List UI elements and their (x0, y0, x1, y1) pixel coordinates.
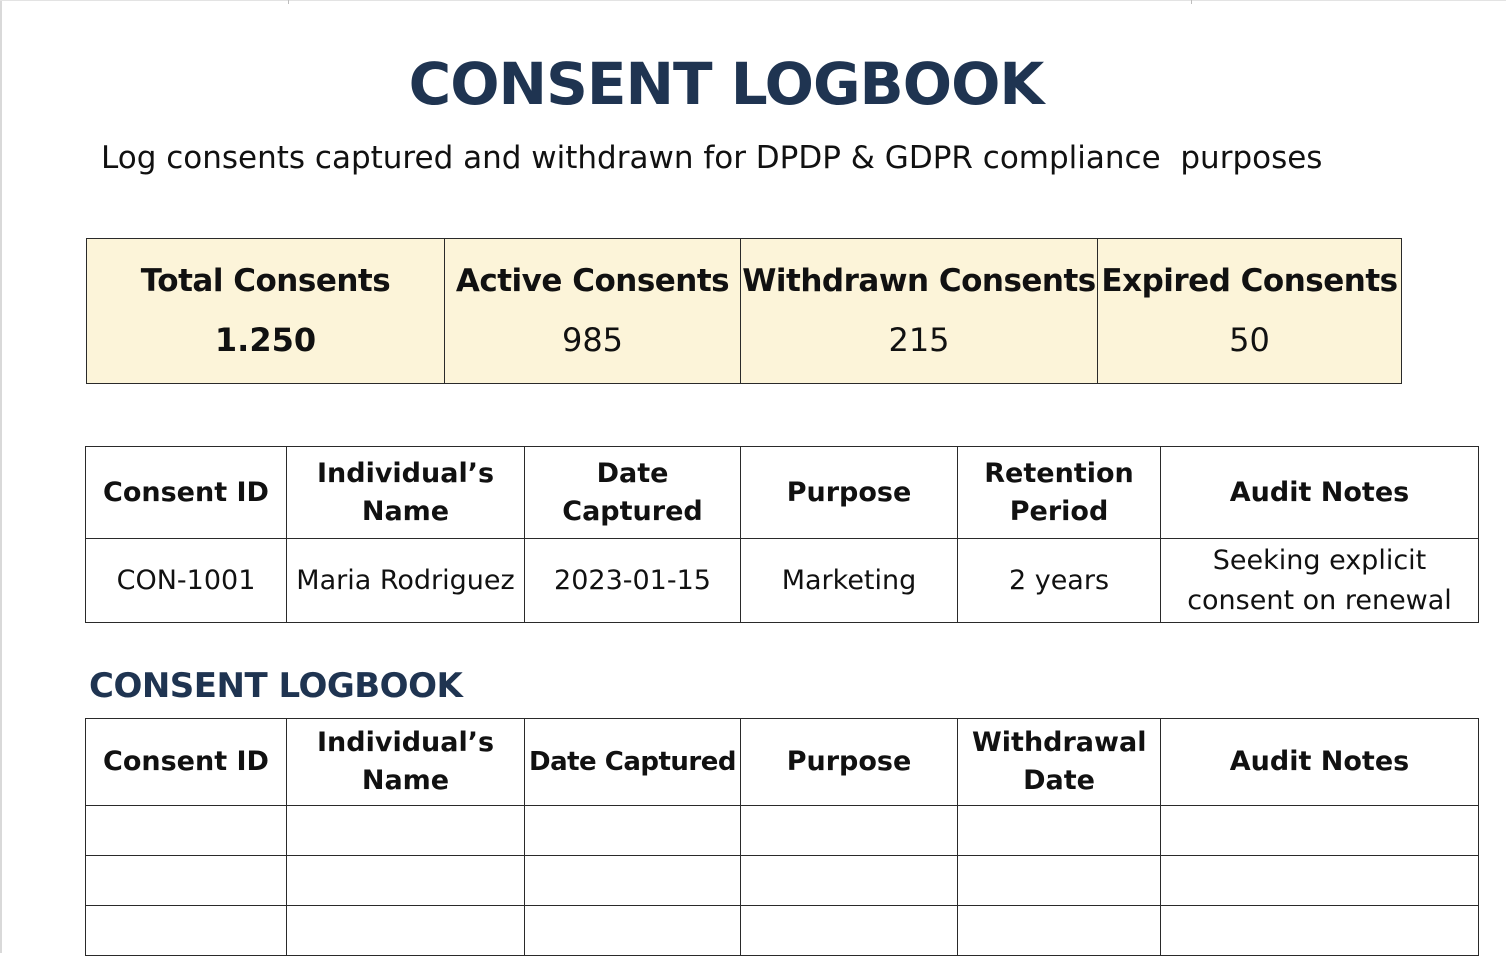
table-row (86, 906, 1479, 956)
summary-value: 50 (1229, 321, 1270, 359)
withdrawals-table (85, 718, 1479, 956)
header-retention-period: Retention Period (958, 447, 1161, 539)
cell-purpose[interactable]: Marketing (741, 539, 958, 623)
cell-individual-name[interactable] (287, 806, 525, 856)
header-purpose: Purpose (741, 447, 958, 539)
summary-label: Withdrawn Consents (742, 263, 1096, 299)
ruler-tick (288, 0, 289, 4)
page-title: CONSENT LOGBOOK (408, 50, 1044, 118)
consents-table (85, 446, 1479, 623)
cell-audit-notes[interactable] (1161, 806, 1479, 856)
summary-expired-cell (1098, 239, 1402, 384)
page-subtitle: Log consents captured and withdrawn for DPDP & GDPR compliance purposes (101, 140, 1323, 176)
table-header-row (86, 447, 1479, 539)
cell-withdrawal-date[interactable] (958, 806, 1161, 856)
summary-active-cell (445, 239, 741, 384)
header-date-captured: Date Captured (525, 447, 741, 539)
cell-consent-id[interactable] (86, 806, 287, 856)
table-header-row (86, 719, 1479, 806)
cell-date-captured[interactable] (525, 856, 741, 906)
cell-purpose[interactable] (741, 906, 958, 956)
header-audit-notes: Audit Notes (1161, 447, 1479, 539)
summary-value: 215 (888, 321, 950, 359)
cell-purpose[interactable] (741, 856, 958, 906)
header-individual-name: Individual’s Name (287, 447, 525, 539)
header-withdrawal-date: Withdrawal Date (958, 719, 1161, 806)
cell-audit-notes[interactable] (1161, 856, 1479, 906)
cell-individual-name[interactable] (287, 856, 525, 906)
cell-consent-id[interactable]: CON-1001 (86, 539, 287, 623)
page-left-edge (0, 0, 2, 953)
header-consent-id: Consent ID (86, 447, 287, 539)
summary-value: 1.250 (214, 321, 317, 359)
cell-individual-name[interactable] (287, 906, 525, 956)
table-row (86, 806, 1479, 856)
ruler-tick (1191, 0, 1192, 4)
cell-audit-notes[interactable]: Seeking explicit consent on renewal (1161, 539, 1479, 623)
summary-label: Total Consents (140, 263, 391, 299)
cell-date-captured[interactable] (525, 906, 741, 956)
header-date-captured: Date Captured (525, 719, 741, 806)
summary-withdrawn-cell (741, 239, 1098, 384)
header-consent-id: Consent ID (86, 719, 287, 806)
cell-audit-notes[interactable] (1161, 906, 1479, 956)
summary-value: 985 (561, 321, 624, 359)
page-top-edge (0, 0, 1506, 1)
cell-purpose[interactable] (741, 806, 958, 856)
summary-total-cell (87, 239, 445, 384)
cell-date-captured[interactable] (525, 806, 741, 856)
summary-table (86, 238, 1402, 384)
cell-retention-period[interactable]: 2 years (958, 539, 1161, 623)
table-row (86, 856, 1479, 906)
cell-consent-id[interactable] (86, 906, 287, 956)
header-purpose: Purpose (741, 719, 958, 806)
section-title: CONSENT LOGBOOK (89, 666, 463, 706)
summary-label: Expired Consents (1101, 263, 1398, 299)
cell-date-captured[interactable]: 2023-01-15 (525, 539, 741, 623)
cell-individual-name[interactable]: Maria Rodriguez (287, 539, 525, 623)
cell-withdrawal-date[interactable] (958, 856, 1161, 906)
cell-consent-id[interactable] (86, 856, 287, 906)
summary-label: Active Consents (455, 263, 730, 299)
header-individual-name: Individual’s Name (287, 719, 525, 806)
table-row (86, 539, 1479, 623)
header-audit-notes: Audit Notes (1161, 719, 1479, 806)
cell-withdrawal-date[interactable] (958, 906, 1161, 956)
